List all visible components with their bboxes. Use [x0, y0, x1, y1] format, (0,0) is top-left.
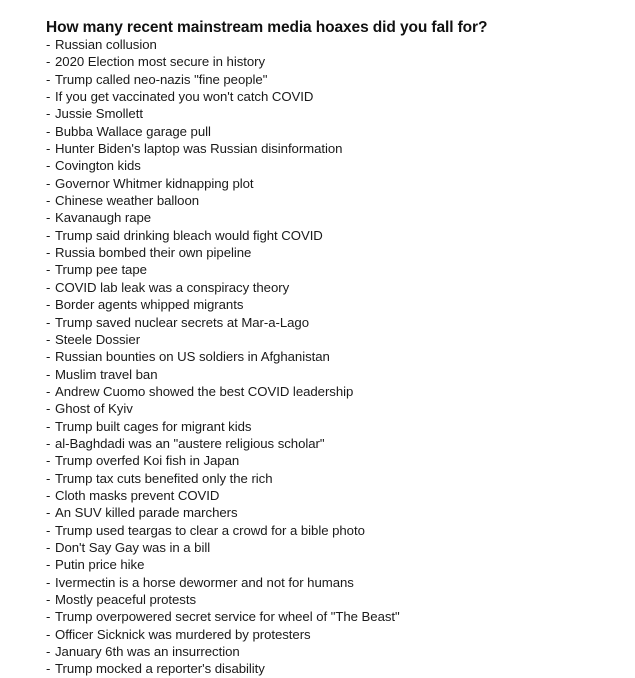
list-item-label: Bubba Wallace garage pull	[55, 123, 211, 139]
list-item	[46, 400, 635, 417]
hoax-list	[46, 36, 635, 678]
list-bullet-marker: -	[46, 435, 51, 451]
list-bullet-marker: -	[46, 401, 51, 417]
list-item	[46, 539, 635, 556]
page-title: How many recent mainstream media hoaxes did you fall for?	[46, 19, 488, 37]
list-bullet-marker: -	[46, 54, 51, 70]
list-bullet-marker: -	[46, 505, 51, 521]
list-bullet-marker: -	[46, 349, 51, 365]
list-item	[46, 157, 635, 174]
list-item	[46, 88, 635, 105]
list-item-label: An SUV killed parade marchers	[55, 505, 238, 521]
list-item-label: Trump pee tape	[55, 262, 147, 278]
list-bullet-marker: -	[46, 609, 51, 625]
list-bullet-marker: -	[46, 331, 51, 347]
list-bullet-marker: -	[46, 89, 51, 105]
list-item-label: If you get vaccinated you won't catch COVID	[55, 89, 314, 105]
list-item-label: Trump used teargas to clear a crowd for a bible photo	[55, 522, 365, 538]
list-item-label: Governor Whitmer kidnapping plot	[55, 175, 254, 191]
list-bullet-marker: -	[46, 557, 51, 573]
list-bullet-marker: -	[46, 193, 51, 209]
list-bullet-marker: -	[46, 262, 51, 278]
list-item	[46, 470, 635, 487]
list-item	[46, 626, 635, 643]
list-item	[46, 244, 635, 261]
list-item-label: Covington kids	[55, 158, 141, 174]
list-item	[46, 36, 635, 53]
list-item	[46, 348, 635, 365]
list-bullet-marker: -	[46, 626, 51, 642]
list-bullet-marker: -	[46, 245, 51, 261]
list-item	[46, 522, 635, 539]
list-item	[46, 123, 635, 140]
list-item	[46, 314, 635, 331]
list-bullet-marker: -	[46, 366, 51, 382]
list-item	[46, 608, 635, 625]
list-item	[46, 418, 635, 435]
list-bullet-marker: -	[46, 175, 51, 191]
list-item	[46, 504, 635, 521]
list-item	[46, 261, 635, 278]
list-item	[46, 591, 635, 608]
list-item-label: Andrew Cuomo showed the best COVID leadership	[55, 383, 354, 399]
list-bullet-marker: -	[46, 592, 51, 607]
list-item	[46, 383, 635, 400]
list-item-label: Trump saved nuclear secrets at Mar-a-Lago	[55, 314, 309, 330]
list-bullet-marker: -	[46, 314, 51, 330]
list-bullet-marker: -	[46, 453, 51, 469]
list-item	[46, 556, 635, 573]
list-item-label: Steele Dossier	[55, 331, 141, 347]
list-bullet-marker: -	[46, 574, 51, 590]
list-bullet-marker: -	[46, 522, 51, 538]
list-item-label: Jussie Smollett	[55, 106, 143, 122]
list-item-label: Trump tax cuts benefited only the rich	[55, 470, 273, 486]
list-bullet-marker: -	[46, 279, 51, 295]
list-item-label: January 6th was an insurrection	[55, 644, 240, 660]
list-item-label: Kavanaugh rape	[55, 210, 152, 226]
list-item-label: Ghost of Kyiv	[55, 401, 133, 417]
list-bullet-marker: -	[46, 418, 51, 434]
list-item-label: Muslim travel ban	[55, 366, 158, 382]
list-item	[46, 105, 635, 122]
list-item	[46, 296, 635, 313]
list-item-label: COVID lab leak was a conspiracy theory	[55, 279, 290, 295]
list-item	[46, 487, 635, 504]
list-item	[46, 366, 635, 383]
list-item-label: al-Baghdadi was an "austere religious scholar"	[55, 435, 325, 451]
list-bullet-marker: -	[46, 297, 51, 313]
list-bullet-marker: -	[46, 71, 51, 87]
list-item	[46, 175, 635, 192]
list-item	[46, 192, 635, 209]
list-item-label: Russian collusion	[55, 37, 157, 52]
list-item-label: Trump overpowered secret service for wheel of "The Beast"	[55, 609, 400, 625]
list-item-label: 2020 Election most secure in history	[55, 54, 266, 70]
list-bullet-marker: -	[46, 106, 51, 122]
list-item	[46, 227, 635, 244]
list-bullet-marker: -	[46, 539, 51, 555]
list-item-label: Mostly peaceful protests	[55, 592, 196, 607]
list-item-label: Trump built cages for migrant kids	[55, 418, 252, 434]
list-item	[46, 331, 635, 348]
list-item-label: Officer Sicknick was murdered by protesters	[55, 626, 311, 642]
list-item	[46, 574, 635, 591]
list-item-label: Putin price hike	[55, 557, 145, 573]
list-item	[46, 660, 635, 677]
list-item	[46, 279, 635, 296]
list-item	[46, 452, 635, 469]
list-item-label: Trump mocked a reporter's disability	[55, 661, 265, 677]
list-bullet-marker: -	[46, 210, 51, 226]
list-bullet-marker: -	[46, 661, 51, 677]
list-bullet-marker: -	[46, 158, 51, 174]
list-item-label: Hunter Biden's laptop was Russian disinformation	[55, 141, 343, 157]
list-bullet-marker: -	[46, 470, 51, 486]
list-bullet-marker: -	[46, 123, 51, 139]
list-bullet-marker: -	[46, 644, 51, 660]
list-item-label: Trump said drinking bleach would fight COVID	[55, 227, 323, 243]
list-item	[46, 53, 635, 70]
list-item-label: Border agents whipped migrants	[55, 297, 244, 313]
list-bullet-marker: -	[46, 383, 51, 399]
list-bullet-marker: -	[46, 227, 51, 243]
list-item	[46, 435, 635, 452]
list-item-label: Russian bounties on US soldiers in Afghanistan	[55, 349, 330, 365]
list-item-label: Chinese weather balloon	[55, 193, 200, 209]
list-item	[46, 643, 635, 660]
list-item	[46, 71, 635, 88]
list-item-label: Cloth masks prevent COVID	[55, 487, 220, 503]
list-bullet-marker: -	[46, 37, 51, 52]
list-bullet-marker: -	[46, 141, 51, 157]
list-item-label: Ivermectin is a horse dewormer and not for humans	[55, 574, 354, 590]
list-bullet-marker: -	[46, 487, 51, 503]
list-item-label: Trump overfed Koi fish in Japan	[55, 453, 240, 469]
list-item	[46, 140, 635, 157]
list-item-label: Don't Say Gay was in a bill	[55, 539, 211, 555]
list-item-label: Russia bombed their own pipeline	[55, 245, 252, 261]
list-item	[46, 209, 635, 226]
list-item-label: Trump called neo-nazis "fine people"	[55, 71, 268, 87]
